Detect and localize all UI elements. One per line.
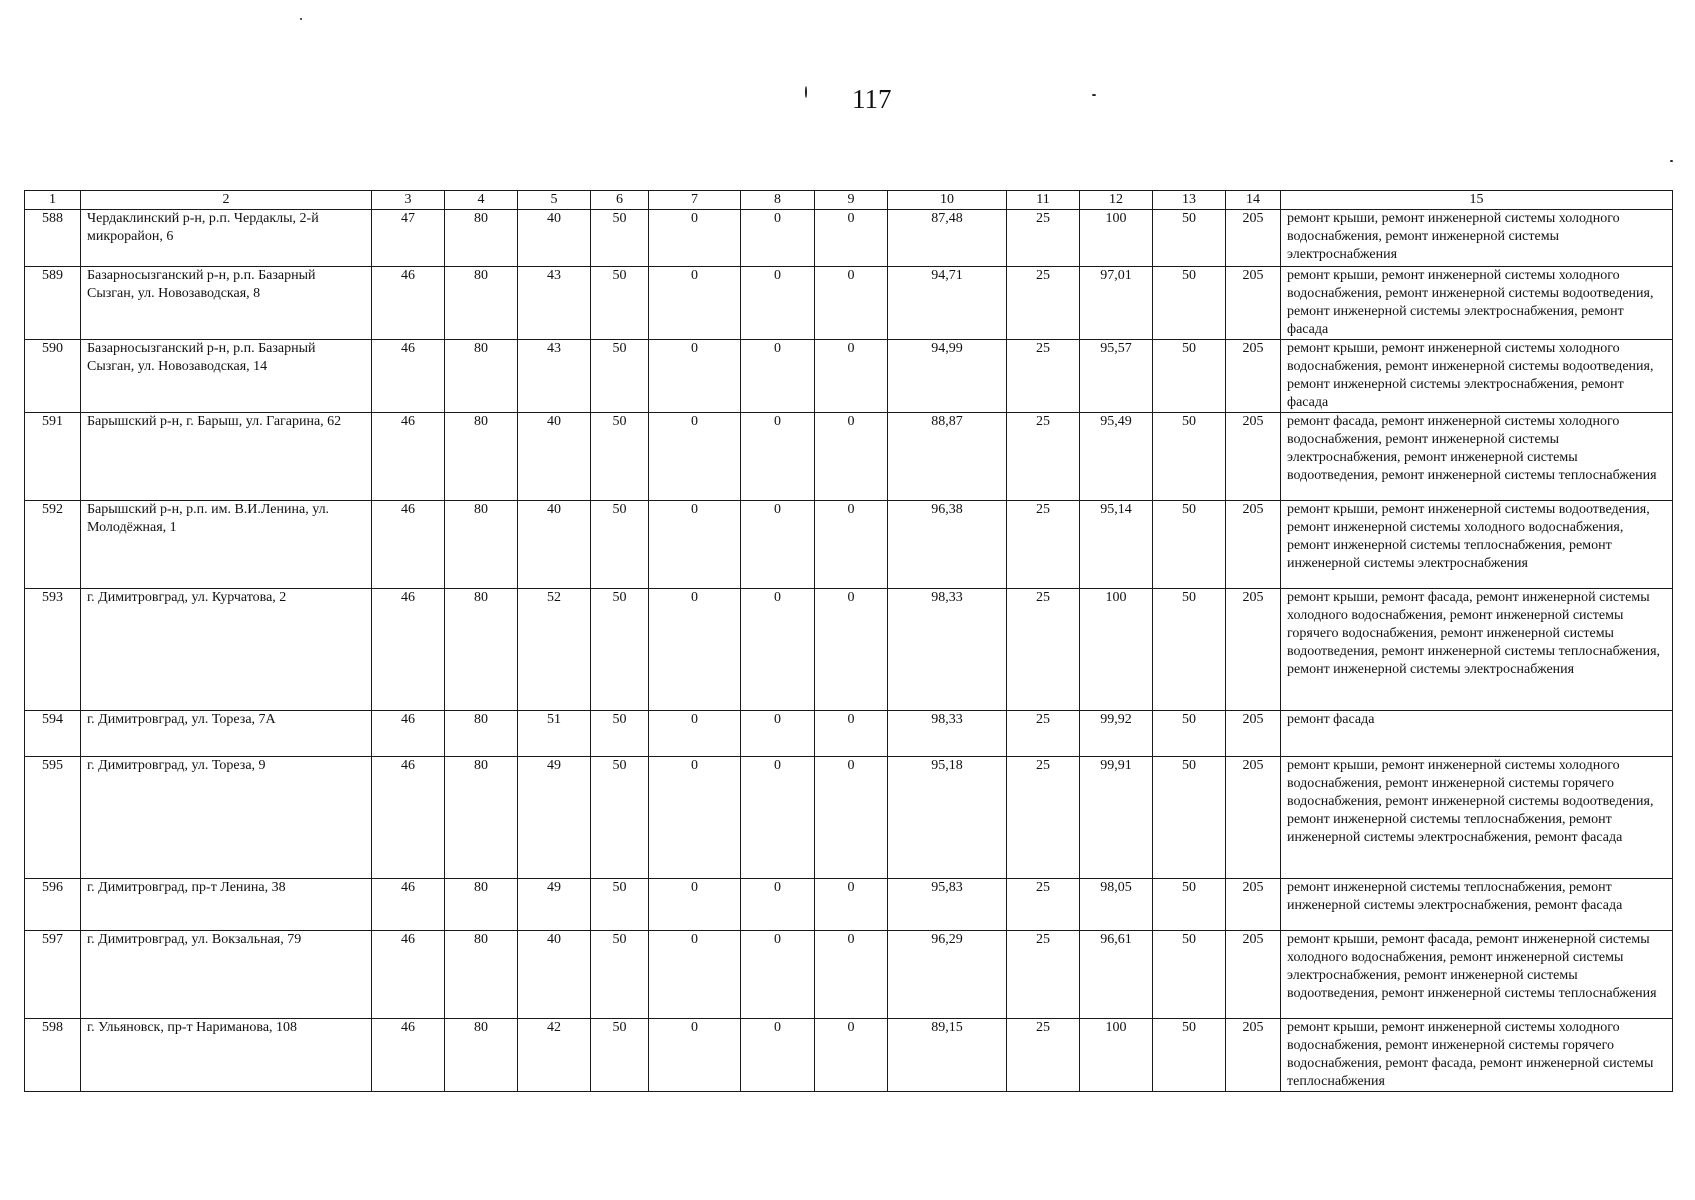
works-cell: ремонт крыши, ремонт инженерной системы холодного водоснабжения, ремонт инженерной системы горячего водоснабжения, ремонт фасада, ремонт инженерной системы теплоснабжения [1281, 1019, 1673, 1092]
value-cell-11: 25 [1007, 711, 1080, 757]
scan-speck [1092, 94, 1096, 96]
value-cell-4: 80 [445, 757, 518, 879]
value-cell-11: 25 [1007, 501, 1080, 589]
value-cell-10: 94,99 [888, 340, 1007, 413]
address-cell: г. Димитровград, ул. Вокзальная, 79 [81, 931, 372, 1019]
value-cell-10: 88,87 [888, 413, 1007, 501]
address-cell: г. Димитровград, ул. Тореза, 7А [81, 711, 372, 757]
value-cell-3: 46 [372, 413, 445, 501]
value-cell-11: 25 [1007, 879, 1080, 931]
value-cell-10: 96,38 [888, 501, 1007, 589]
value-cell-3: 46 [372, 757, 445, 879]
value-cell-10: 95,18 [888, 757, 1007, 879]
value-cell-14: 205 [1226, 210, 1281, 267]
value-cell-11: 25 [1007, 210, 1080, 267]
value-cell-12: 98,05 [1080, 879, 1153, 931]
works-cell: ремонт фасада [1281, 711, 1673, 757]
column-header-3: 3 [372, 191, 445, 210]
value-cell-13: 50 [1153, 757, 1226, 879]
value-cell-14: 205 [1226, 879, 1281, 931]
column-header-2: 2 [81, 191, 372, 210]
value-cell-12: 96,61 [1080, 931, 1153, 1019]
row-number: 594 [25, 711, 81, 757]
value-cell-11: 25 [1007, 931, 1080, 1019]
value-cell-9: 0 [815, 413, 888, 501]
value-cell-8: 0 [741, 757, 815, 879]
value-cell-11: 25 [1007, 413, 1080, 501]
value-cell-14: 205 [1226, 711, 1281, 757]
value-cell-11: 25 [1007, 589, 1080, 711]
value-cell-6: 50 [591, 931, 649, 1019]
value-cell-4: 80 [445, 1019, 518, 1092]
value-cell-13: 50 [1153, 210, 1226, 267]
value-cell-14: 205 [1226, 413, 1281, 501]
value-cell-7: 0 [649, 413, 741, 501]
value-cell-10: 94,71 [888, 267, 1007, 340]
value-cell-7: 0 [649, 1019, 741, 1092]
row-number: 588 [25, 210, 81, 267]
column-header-12: 12 [1080, 191, 1153, 210]
column-header-8: 8 [741, 191, 815, 210]
column-header-13: 13 [1153, 191, 1226, 210]
value-cell-8: 0 [741, 340, 815, 413]
table-row [25, 501, 1673, 589]
value-cell-12: 97,01 [1080, 267, 1153, 340]
header-row [25, 191, 1673, 210]
value-cell-5: 51 [518, 711, 591, 757]
table-row [25, 879, 1673, 931]
scan-speck [1670, 160, 1673, 162]
value-cell-3: 46 [372, 1019, 445, 1092]
address-cell: г. Ульяновск, пр-т Нариманова, 108 [81, 1019, 372, 1092]
table-row [25, 931, 1673, 1019]
value-cell-9: 0 [815, 757, 888, 879]
value-cell-10: 87,48 [888, 210, 1007, 267]
table-body [25, 210, 1673, 1092]
value-cell-5: 52 [518, 589, 591, 711]
value-cell-9: 0 [815, 589, 888, 711]
value-cell-3: 46 [372, 340, 445, 413]
value-cell-7: 0 [649, 267, 741, 340]
value-cell-3: 46 [372, 711, 445, 757]
works-cell: ремонт инженерной системы теплоснабжения, ремонт инженерной системы электроснабжения, ремонт фасада [1281, 879, 1673, 931]
value-cell-3: 46 [372, 501, 445, 589]
value-cell-13: 50 [1153, 340, 1226, 413]
value-cell-12: 100 [1080, 589, 1153, 711]
row-number: 592 [25, 501, 81, 589]
value-cell-12: 99,91 [1080, 757, 1153, 879]
value-cell-9: 0 [815, 501, 888, 589]
row-number: 591 [25, 413, 81, 501]
value-cell-4: 80 [445, 340, 518, 413]
table-row [25, 413, 1673, 501]
value-cell-11: 25 [1007, 1019, 1080, 1092]
value-cell-7: 0 [649, 931, 741, 1019]
value-cell-12: 100 [1080, 210, 1153, 267]
works-cell: ремонт крыши, ремонт фасада, ремонт инженерной системы холодного водоснабжения, ремонт инженерной системы электроснабжения, ремонт инженерной системы водоотведения, ремонт инженерной системы теплоснабжения [1281, 931, 1673, 1019]
value-cell-9: 0 [815, 879, 888, 931]
value-cell-5: 40 [518, 931, 591, 1019]
value-cell-4: 80 [445, 931, 518, 1019]
table-row [25, 757, 1673, 879]
scan-speck [300, 18, 302, 20]
column-header-1: 1 [25, 191, 81, 210]
value-cell-4: 80 [445, 879, 518, 931]
value-cell-8: 0 [741, 210, 815, 267]
address-cell: Барышский р-н, г. Барыш, ул. Гагарина, 62 [81, 413, 372, 501]
value-cell-6: 50 [591, 757, 649, 879]
value-cell-7: 0 [649, 879, 741, 931]
value-cell-10: 98,33 [888, 711, 1007, 757]
value-cell-8: 0 [741, 267, 815, 340]
value-cell-5: 42 [518, 1019, 591, 1092]
value-cell-7: 0 [649, 589, 741, 711]
value-cell-11: 25 [1007, 267, 1080, 340]
value-cell-14: 205 [1226, 589, 1281, 711]
value-cell-7: 0 [649, 340, 741, 413]
value-cell-13: 50 [1153, 931, 1226, 1019]
value-cell-12: 95,57 [1080, 340, 1153, 413]
table-row [25, 267, 1673, 340]
works-cell: ремонт крыши, ремонт инженерной системы холодного водоснабжения, ремонт инженерной системы водоотведения, ремонт инженерной системы электроснабжения, ремонт фасада [1281, 340, 1673, 413]
value-cell-12: 100 [1080, 1019, 1153, 1092]
works-cell: ремонт крыши, ремонт инженерной системы холодного водоснабжения, ремонт инженерной системы водоотведения, ремонт инженерной системы электроснабжения, ремонт фасада [1281, 267, 1673, 340]
value-cell-4: 80 [445, 267, 518, 340]
value-cell-6: 50 [591, 501, 649, 589]
value-cell-7: 0 [649, 711, 741, 757]
column-header-7: 7 [649, 191, 741, 210]
row-number: 597 [25, 931, 81, 1019]
address-cell: г. Димитровград, ул. Курчатова, 2 [81, 589, 372, 711]
value-cell-13: 50 [1153, 501, 1226, 589]
value-cell-8: 0 [741, 931, 815, 1019]
table-row [25, 711, 1673, 757]
column-header-10: 10 [888, 191, 1007, 210]
value-cell-3: 46 [372, 879, 445, 931]
value-cell-4: 80 [445, 501, 518, 589]
row-number: 593 [25, 589, 81, 711]
column-header-14: 14 [1226, 191, 1281, 210]
value-cell-9: 0 [815, 711, 888, 757]
value-cell-3: 47 [372, 210, 445, 267]
column-header-5: 5 [518, 191, 591, 210]
address-cell: Чердаклинский р-н, р.п. Чердаклы, 2-й микрорайон, 6 [81, 210, 372, 267]
value-cell-4: 80 [445, 413, 518, 501]
value-cell-7: 0 [649, 210, 741, 267]
value-cell-3: 46 [372, 931, 445, 1019]
column-header-15: 15 [1281, 191, 1673, 210]
value-cell-14: 205 [1226, 757, 1281, 879]
column-header-9: 9 [815, 191, 888, 210]
row-number: 589 [25, 267, 81, 340]
value-cell-6: 50 [591, 711, 649, 757]
value-cell-5: 49 [518, 757, 591, 879]
address-cell: г. Димитровград, ул. Тореза, 9 [81, 757, 372, 879]
works-cell: ремонт крыши, ремонт фасада, ремонт инженерной системы холодного водоснабжения, ремонт инженерной системы горячего водоснабжения, ремонт инженерной системы водоотведения, ремонт инженерной системы теплоснабжения, ремонт инженерной системы электроснабжения [1281, 589, 1673, 711]
address-cell: Базарносызганский р-н, р.п. Базарный Сызган, ул. Новозаводская, 8 [81, 267, 372, 340]
value-cell-9: 0 [815, 340, 888, 413]
value-cell-9: 0 [815, 1019, 888, 1092]
value-cell-14: 205 [1226, 340, 1281, 413]
works-cell: ремонт крыши, ремонт инженерной системы холодного водоснабжения, ремонт инженерной системы электроснабжения [1281, 210, 1673, 267]
value-cell-13: 50 [1153, 267, 1226, 340]
value-cell-5: 40 [518, 210, 591, 267]
value-cell-5: 49 [518, 879, 591, 931]
value-cell-10: 98,33 [888, 589, 1007, 711]
value-cell-8: 0 [741, 711, 815, 757]
table-row [25, 589, 1673, 711]
value-cell-13: 50 [1153, 1019, 1226, 1092]
value-cell-3: 46 [372, 267, 445, 340]
value-cell-5: 40 [518, 501, 591, 589]
value-cell-9: 0 [815, 931, 888, 1019]
value-cell-13: 50 [1153, 589, 1226, 711]
table-row [25, 210, 1673, 267]
works-cell: ремонт крыши, ремонт инженерной системы водоотведения, ремонт инженерной системы холодного водоснабжения, ремонт инженерной системы теплоснабжения, ремонт инженерной системы электроснабжения [1281, 501, 1673, 589]
value-cell-13: 50 [1153, 413, 1226, 501]
value-cell-9: 0 [815, 267, 888, 340]
value-cell-4: 80 [445, 711, 518, 757]
table-row [25, 340, 1673, 413]
value-cell-6: 50 [591, 340, 649, 413]
value-cell-5: 43 [518, 267, 591, 340]
value-cell-6: 50 [591, 210, 649, 267]
value-cell-9: 0 [815, 210, 888, 267]
value-cell-14: 205 [1226, 1019, 1281, 1092]
value-cell-12: 95,14 [1080, 501, 1153, 589]
value-cell-14: 205 [1226, 931, 1281, 1019]
value-cell-6: 50 [591, 267, 649, 340]
works-cell: ремонт фасада, ремонт инженерной системы холодного водоснабжения, ремонт инженерной системы электроснабжения, ремонт инженерной системы водоотведения, ремонт инженерной системы теплоснабжения [1281, 413, 1673, 501]
value-cell-10: 95,83 [888, 879, 1007, 931]
column-header-4: 4 [445, 191, 518, 210]
value-cell-11: 25 [1007, 757, 1080, 879]
value-cell-10: 89,15 [888, 1019, 1007, 1092]
row-number: 595 [25, 757, 81, 879]
row-number: 598 [25, 1019, 81, 1092]
scan-speck [805, 86, 807, 98]
value-cell-6: 50 [591, 879, 649, 931]
value-cell-12: 95,49 [1080, 413, 1153, 501]
value-cell-8: 0 [741, 1019, 815, 1092]
value-cell-8: 0 [741, 589, 815, 711]
value-cell-4: 80 [445, 589, 518, 711]
value-cell-3: 46 [372, 589, 445, 711]
table-row [25, 1019, 1673, 1092]
value-cell-8: 0 [741, 879, 815, 931]
registry-table [24, 190, 1673, 1092]
value-cell-8: 0 [741, 413, 815, 501]
value-cell-14: 205 [1226, 501, 1281, 589]
page-number: 117 [852, 84, 892, 114]
column-header-6: 6 [591, 191, 649, 210]
address-cell: Базарносызганский р-н, р.п. Базарный Сызган, ул. Новозаводская, 14 [81, 340, 372, 413]
row-number: 596 [25, 879, 81, 931]
value-cell-8: 0 [741, 501, 815, 589]
value-cell-7: 0 [649, 757, 741, 879]
value-cell-6: 50 [591, 413, 649, 501]
value-cell-10: 96,29 [888, 931, 1007, 1019]
value-cell-11: 25 [1007, 340, 1080, 413]
value-cell-13: 50 [1153, 711, 1226, 757]
value-cell-5: 40 [518, 413, 591, 501]
value-cell-4: 80 [445, 210, 518, 267]
value-cell-12: 99,92 [1080, 711, 1153, 757]
value-cell-5: 43 [518, 340, 591, 413]
value-cell-13: 50 [1153, 879, 1226, 931]
row-number: 590 [25, 340, 81, 413]
value-cell-7: 0 [649, 501, 741, 589]
address-cell: Барышский р-н, р.п. им. В.И.Ленина, ул. Молодёжная, 1 [81, 501, 372, 589]
value-cell-6: 50 [591, 589, 649, 711]
works-cell: ремонт крыши, ремонт инженерной системы холодного водоснабжения, ремонт инженерной системы горячего водоснабжения, ремонт инженерной системы водоотведения, ремонт инженерной системы теплоснабжения, ремонт инженерной системы электроснабжения, ремонт фасада [1281, 757, 1673, 879]
address-cell: г. Димитровград, пр-т Ленина, 38 [81, 879, 372, 931]
column-header-11: 11 [1007, 191, 1080, 210]
value-cell-14: 205 [1226, 267, 1281, 340]
value-cell-6: 50 [591, 1019, 649, 1092]
